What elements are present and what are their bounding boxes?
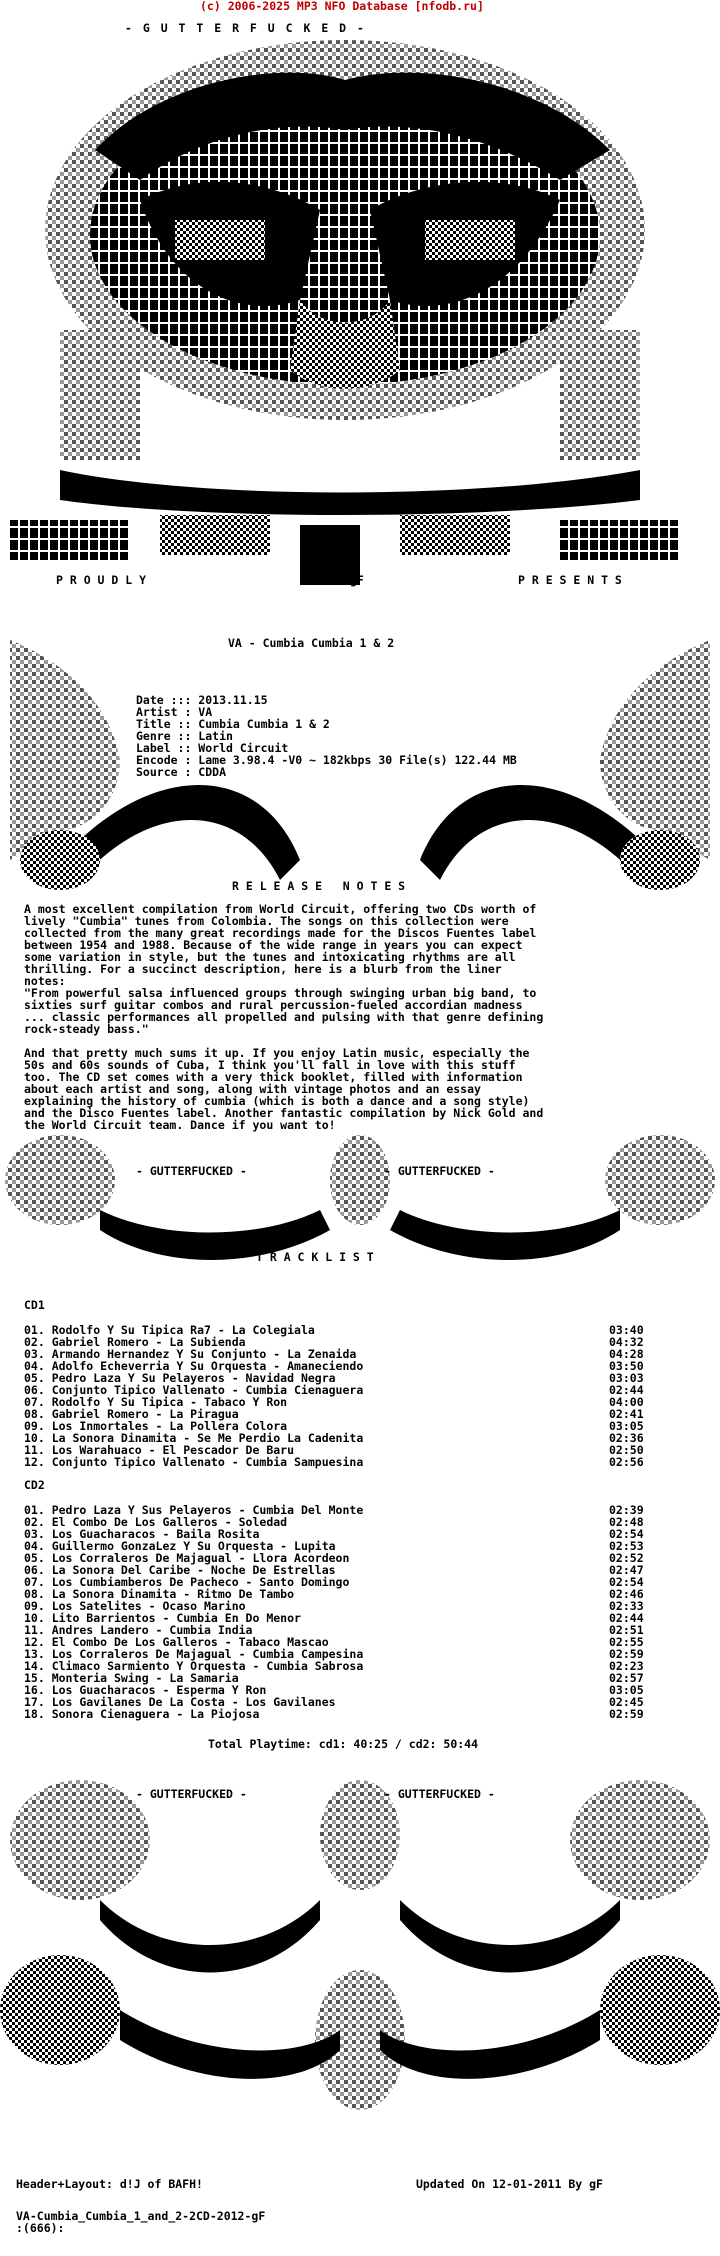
track-title: 11. Los Warahuaco - El Pescador De Baru: [24, 1443, 295, 1457]
track-title: 02. El Combo De Los Galleros - Soledad: [24, 1515, 288, 1529]
track-duration: 03:05: [609, 1419, 644, 1433]
track-duration: 02:59: [609, 1707, 644, 1721]
divider-ornament-1: [5, 1135, 715, 1260]
notes-line: explaining the history of cumbia (which is both a dance and a song style): [24, 1094, 530, 1108]
notes-line: "From powerful salsa influenced groups through swinging urban big band, to: [24, 986, 537, 1000]
notes-line: rock-steady bass.": [24, 1022, 149, 1036]
track-row: [24, 1611, 644, 1625]
track-title: 05. Pedro Laza Y Su Pelayeros - Navidad Negra: [24, 1371, 336, 1385]
track-duration: 03:40: [609, 1323, 644, 1337]
track-title: 07. Los Cumbiamberos De Pacheco - Santo Domingo: [24, 1575, 350, 1589]
notes-line: about each artist and song, along with vintage photos and an essay: [24, 1082, 481, 1096]
track-row: [24, 1563, 644, 1577]
notes-line: ... classic performances all propelled and pulsing with that genre defining: [24, 1010, 544, 1024]
track-title: 08. Gabriel Romero - La Piragua: [24, 1407, 239, 1421]
track-duration: 02:50: [609, 1443, 644, 1457]
notes-line: And that pretty much sums it up. If you enjoy Latin music, especially the: [24, 1046, 530, 1060]
track-duration: 02:41: [609, 1407, 644, 1421]
track-row: [24, 1347, 644, 1361]
track-duration: 04:00: [609, 1395, 644, 1409]
info-title: Title :: Cumbia Cumbia 1 & 2: [136, 717, 330, 731]
site-banner: (c) 2006-2025 MP3 NFO Database [nfodb.ru]: [200, 0, 484, 13]
track-duration: 02:44: [609, 1611, 644, 1625]
track-row: [24, 1431, 644, 1445]
track-title: 12. Conjunto Tipico Vallenato - Cumbia Sampuesina: [24, 1455, 364, 1469]
track-title: 08. La Sonora Dinamita - Ritmo De Tambo: [24, 1587, 295, 1601]
track-duration: 04:28: [609, 1347, 644, 1361]
track-duration: 02:44: [609, 1383, 644, 1397]
track-duration: 02:54: [609, 1527, 644, 1541]
track-duration: 03:05: [609, 1683, 644, 1697]
track-title: 04. Guillermo GonzaLez Y Su Orquesta - Lupita: [24, 1539, 336, 1553]
track-duration: 02:36: [609, 1431, 644, 1445]
track-title: 01. Rodolfo Y Su Tipica Ra7 - La Colegiala: [24, 1323, 315, 1337]
track-row: [24, 1575, 644, 1589]
track-duration: 02:46: [609, 1587, 644, 1601]
track-row: [24, 1707, 644, 1721]
track-duration: 02:47: [609, 1563, 644, 1577]
track-title: 16. Los Guacharacos - Esperma Y Ron: [24, 1683, 267, 1697]
notes-line: and the Disco Fuentes label. Another fantastic compilation by Nick Gold and: [24, 1106, 544, 1120]
track-title: 14. Climaco Sarmiento Y Orquesta - Cumbia Sabrosa: [24, 1659, 364, 1673]
track-title: 10. La Sonora Dinamita - Se Me Perdio La Cadenita: [24, 1431, 364, 1445]
footer-updated: Updated On 12-01-2011 By gF: [416, 2177, 603, 2191]
track-duration: 02:56: [609, 1455, 644, 1469]
track-duration: 03:03: [609, 1371, 644, 1385]
track-row: [24, 1683, 644, 1697]
track-title: 09. Los Inmortales - La Pollera Colora: [24, 1419, 288, 1433]
track-title: 07. Rodolfo Y Su Tipica - Tabaco Y Ron: [24, 1395, 288, 1409]
track-duration: 02:51: [609, 1623, 644, 1637]
info-label: Label :: World Circuit: [136, 741, 289, 755]
notes-line: thrilling. For a succinct description, here is a blurb from the liner: [24, 962, 502, 976]
track-row: [24, 1335, 644, 1349]
track-row: [24, 1383, 644, 1397]
notes-line: the World Circuit team. Dance if you want to!: [24, 1118, 336, 1132]
total-playtime: Total Playtime: cd1: 40:25 / cd2: 50:44: [208, 1737, 479, 1751]
track-row: [24, 1551, 644, 1565]
presents-mid: gF: [350, 573, 364, 587]
cd2-label: CD2: [24, 1478, 45, 1492]
gutter-label-right-1: - GUTTERFUCKED -: [384, 1164, 495, 1178]
track-title: 06. La Sonora Del Caribe - Noche De Estrellas: [24, 1563, 336, 1577]
track-duration: 02:55: [609, 1635, 644, 1649]
cd1-label: CD1: [24, 1298, 45, 1312]
track-title: 03. Los Guacharacos - Baila Rosita: [24, 1527, 260, 1541]
track-title: 13. Los Corraleros De Majagual - Cumbia Campesina: [24, 1647, 364, 1661]
track-row: [24, 1539, 644, 1553]
info-artist: Artist : VA: [136, 705, 213, 719]
notes-line: sixties surf guitar combos and rural percussion-fueled accordian madness: [24, 998, 523, 1012]
info-date: Date ::: 2013.11.15: [136, 693, 268, 707]
track-row: [24, 1515, 644, 1529]
release-notes-heading: R E L E A S E N O T E S: [232, 879, 406, 893]
track-row: [24, 1455, 644, 1469]
notes-line: between 1954 and 1988. Because of the wide range in years you can expect: [24, 938, 523, 952]
track-row: [24, 1407, 644, 1421]
tracklist-heading: T R A C K L I S T: [256, 1250, 374, 1264]
track-row: [24, 1359, 644, 1373]
notes-line: 50s and 60s sounds of Cuba, I think you'll fall in love with this stuff: [24, 1058, 516, 1072]
track-row: [24, 1419, 644, 1433]
track-duration: 02:52: [609, 1551, 644, 1565]
notes-line: lively "Cumbia" tunes from Colombia. The songs on this collection were: [24, 914, 509, 928]
notes-line: too. The CD set comes with a very thick booklet, filled with information: [24, 1070, 523, 1084]
track-title: 01. Pedro Laza Y Sus Pelayeros - Cumbia Del Monte: [24, 1503, 364, 1517]
track-row: [24, 1395, 644, 1409]
divider-ornament-2: [0, 1780, 720, 2110]
info-encode: Encode : Lame 3.98.4 -V0 ~ 182kbps 30 File(s) 122.44 MB: [136, 753, 517, 767]
info-genre: Genre :: Latin: [136, 729, 233, 743]
release-dirname: VA-Cumbia_Cumbia_1_and_2-2CD-2012-gF: [16, 2209, 266, 2223]
track-duration: 02:33: [609, 1599, 644, 1613]
gutter-label-right-2: - GUTTERFUCKED -: [384, 1787, 495, 1801]
footer-signature: :(666):: [16, 2221, 65, 2235]
track-title: 09. Los Satelites - Ocaso Marino: [24, 1599, 246, 1613]
track-duration: 02:53: [609, 1539, 644, 1553]
notes-line: collected from the many great recordings made for the Discos Fuentes label: [24, 926, 537, 940]
release-title: VA - Cumbia Cumbia 1 & 2: [228, 636, 395, 650]
track-row: [24, 1587, 644, 1601]
presents-left: P R O U D L Y: [56, 573, 147, 587]
gutter-label-left-2: - GUTTERFUCKED -: [136, 1787, 247, 1801]
track-title: 04. Adolfo Echeverria Y Su Orquesta - Amaneciendo: [24, 1359, 364, 1373]
track-row: [24, 1623, 644, 1637]
gutter-label-left-1: - GUTTERFUCKED -: [136, 1164, 247, 1178]
info-source: Source : CDDA: [136, 765, 227, 779]
track-title: 06. Conjunto Tipico Vallenato - Cumbia Cienaguera: [24, 1383, 364, 1397]
track-title: 17. Los Gavilanes De La Costa - Los Gavilanes: [24, 1695, 336, 1709]
presents-right: P R E S E N T S: [518, 573, 622, 587]
track-title: 05. Los Corraleros De Majagual - Llora Acordeon: [24, 1551, 350, 1565]
track-row: [24, 1599, 644, 1613]
notes-line: notes:: [24, 974, 66, 988]
group-header: - G U T T E R F U C K E D -: [125, 21, 366, 35]
track-row: [24, 1647, 644, 1661]
track-row: [24, 1695, 644, 1709]
track-duration: 03:50: [609, 1359, 644, 1373]
track-duration: 02:57: [609, 1671, 644, 1685]
notes-line: some variation in style, but the tunes and intoxicating rhythms are all: [24, 950, 516, 964]
track-duration: 02:45: [609, 1695, 644, 1709]
track-row: [24, 1671, 644, 1685]
face-ascii-art: [45, 40, 645, 515]
track-row: [24, 1443, 644, 1457]
track-row: [24, 1371, 644, 1385]
track-duration: 04:32: [609, 1335, 644, 1349]
track-title: 15. Monteria Swing - La Samaria: [24, 1671, 239, 1685]
track-title: 18. Sonora Cienaguera - La Piojosa: [24, 1707, 260, 1721]
track-title: 03. Armando Hernandez Y Su Conjunto - La Zenaida: [24, 1347, 357, 1361]
artist-signature: d!J/BAFH!: [568, 484, 631, 498]
track-duration: 02:54: [609, 1575, 644, 1589]
track-title: 11. Andres Landero - Cumbia India: [24, 1623, 253, 1637]
track-title: 10. Lito Barrientos - Cumbia En Do Menor: [24, 1611, 301, 1625]
track-row: [24, 1635, 644, 1649]
track-duration: 02:48: [609, 1515, 644, 1529]
track-row: [24, 1527, 644, 1541]
track-row: [24, 1323, 644, 1337]
footer-credit: Header+Layout: d!J of BAFH!: [16, 2177, 203, 2191]
track-duration: 02:39: [609, 1503, 644, 1517]
track-duration: 02:23: [609, 1659, 644, 1673]
track-title: 12. El Combo De Los Galleros - Tabaco Mascao: [24, 1635, 329, 1649]
notes-line: A most excellent compilation from World Circuit, offering two CDs worth of: [24, 902, 537, 916]
track-duration: 02:59: [609, 1647, 644, 1661]
track-title: 02. Gabriel Romero - La Subienda: [24, 1335, 246, 1349]
track-row: [24, 1503, 644, 1517]
track-row: [24, 1659, 644, 1673]
